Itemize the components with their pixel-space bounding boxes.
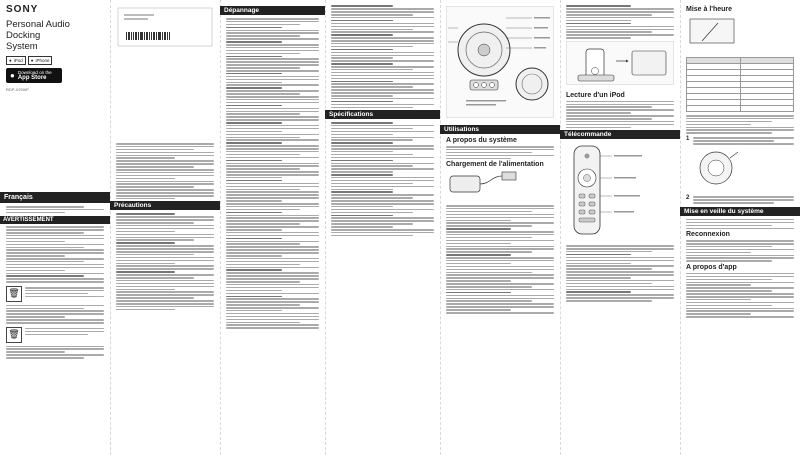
apple-logo-icon: ● [10, 71, 15, 80]
apple-icon: ● [9, 58, 12, 63]
standby-heading: Mise en veille du système [680, 207, 800, 216]
store-top-text: Download on the [17, 70, 52, 75]
column-7 [680, 0, 800, 455]
product-title-line1: Personal Audio Docking [6, 19, 70, 41]
precautions-heading: Précautions [110, 201, 220, 210]
troubleshooting-heading: Dépannage [220, 6, 325, 15]
clock-table [686, 57, 794, 112]
cover-column [0, 0, 110, 455]
ipod-read-heading: Lecture d'un iPod [566, 91, 625, 99]
ipod-badge-label: iPod [13, 58, 23, 63]
brand-logo: SONY [6, 4, 39, 15]
store-name: App Store [17, 75, 47, 81]
speaker-diagram [446, 6, 554, 123]
power-heading: Chargement de l'alimentation [446, 161, 544, 169]
crossed-bin-icon: 🗑 [6, 327, 22, 343]
about-system-heading: A propos du système [446, 137, 517, 144]
language-heading: Français [0, 192, 110, 203]
column-6 [560, 0, 680, 455]
iphone-badge [28, 56, 53, 65]
iphone-badge-label: iPhone [35, 58, 50, 63]
model-number: RDP-X200iP [6, 87, 29, 92]
column-4 [325, 0, 440, 455]
about-app-heading: A propos d'app [686, 263, 737, 271]
recycle-notice [6, 286, 104, 302]
power-diagram [446, 170, 554, 203]
dial-diagram [686, 148, 794, 193]
product-title-line2: System [6, 41, 38, 52]
apple-icon: ● [30, 58, 34, 63]
specifications-heading: Spécifications [325, 110, 440, 119]
ipod-badge [6, 56, 26, 65]
column-2 [110, 0, 220, 455]
column-3 [220, 0, 325, 455]
remote-diagram [566, 142, 674, 243]
clock-heading: Mise à l'heure [686, 6, 733, 13]
product-title [6, 19, 104, 52]
clock-diagram [686, 15, 794, 54]
app-store-badge [6, 68, 62, 83]
step-2: 2 [686, 195, 794, 205]
crossed-bin-icon: 🗑 [6, 286, 22, 302]
column-5 [440, 0, 560, 455]
remote-heading: Télécommande [560, 130, 680, 139]
step-1: 1 [686, 136, 794, 146]
battery-disposal-notice [6, 327, 104, 343]
barcode-area [116, 6, 214, 53]
ipod-dock-diagram [566, 41, 674, 90]
reconnect-heading: Reconnexion [686, 231, 730, 239]
usage-heading: Utilisations [440, 125, 560, 134]
warning-heading: AVERTISSEMENT [0, 216, 110, 224]
